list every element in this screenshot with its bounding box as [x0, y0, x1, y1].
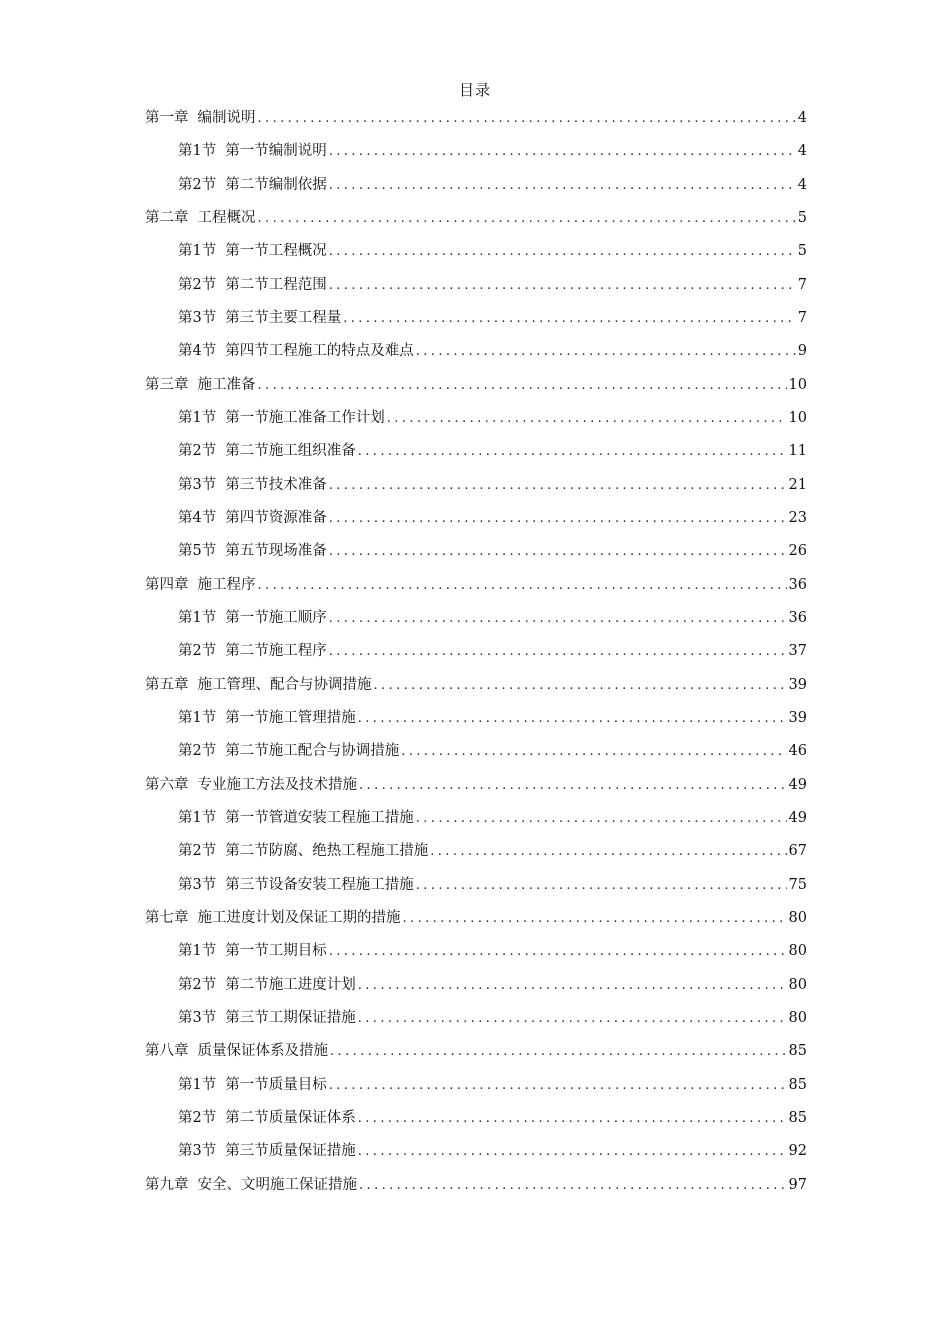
toc-dot-leader [416, 335, 796, 368]
toc-chapter-entry[interactable] [145, 769, 807, 802]
toc-entry-label [178, 869, 414, 902]
toc-entry-title: 第三节技术准备 [225, 476, 327, 493]
toc-entry-title: 质量保证体系及措施 [197, 1043, 328, 1060]
toc-page-number: 36 [788, 609, 807, 626]
toc-entry-title: 第一节编制说明 [225, 143, 327, 160]
toc-entry-title: 第一节施工准备工作计划 [225, 409, 385, 426]
toc-chapter-entry[interactable] [145, 902, 807, 935]
toc-entry-title: 安全、文明施工保证措施 [197, 1176, 357, 1193]
toc-page-number: 80 [788, 943, 807, 960]
toc-entry-number: 第七章 [145, 909, 189, 926]
toc-entry-label [178, 1002, 356, 1035]
toc-page-number: 21 [788, 476, 807, 493]
toc-entry-label [178, 702, 356, 735]
table-of-contents [145, 102, 807, 1202]
toc-entry-label [178, 1069, 327, 1102]
toc-page-number: 49 [788, 809, 807, 826]
toc-section-entry[interactable] [145, 469, 807, 502]
toc-section-entry[interactable] [145, 1135, 807, 1168]
toc-page-number: 97 [788, 1176, 807, 1193]
toc-dot-leader [358, 1135, 787, 1168]
toc-entry-title: 施工管理、配合与协调措施 [197, 676, 372, 693]
toc-entry-number: 第3节 [178, 1143, 217, 1160]
toc-page-number: 75 [788, 876, 807, 893]
toc-section-entry[interactable] [145, 702, 807, 735]
toc-page-number: 37 [788, 643, 807, 660]
toc-entry-number: 第四章 [145, 576, 189, 593]
toc-dot-leader [329, 469, 787, 502]
toc-chapter-entry[interactable] [145, 1169, 807, 1202]
toc-page-number: 80 [788, 909, 807, 926]
toc-section-entry[interactable] [145, 635, 807, 668]
toc-page-number: 4 [797, 143, 807, 160]
toc-entry-number: 第五章 [145, 676, 189, 693]
toc-dot-leader [359, 1169, 787, 1202]
toc-entry-label [145, 1035, 328, 1068]
toc-entry-title: 第二节防腐、绝热工程施工措施 [225, 843, 429, 860]
toc-entry-title: 第二节编制依据 [225, 176, 327, 193]
toc-entry-number: 第2节 [178, 843, 217, 860]
toc-entry-label [178, 835, 428, 868]
toc-entry-title: 编制说明 [197, 110, 256, 126]
toc-entry-title: 专业施工方法及技术措施 [197, 776, 357, 793]
toc-entry-number: 第1节 [178, 809, 217, 826]
toc-entry-label [178, 1135, 356, 1168]
toc-dot-leader [387, 402, 787, 435]
toc-entry-label [178, 635, 327, 668]
toc-page-number: 80 [788, 976, 807, 993]
toc-page-number: 9 [797, 343, 807, 360]
toc-section-entry[interactable] [145, 235, 807, 268]
toc-entry-label [178, 302, 341, 335]
toc-entry-title: 第一节施工管理措施 [225, 709, 356, 726]
toc-section-entry[interactable] [145, 502, 807, 535]
toc-entry-title: 第一节施工顺序 [225, 609, 327, 626]
toc-entry-number: 第2节 [178, 743, 217, 760]
toc-section-entry[interactable] [145, 935, 807, 968]
toc-entry-number: 第2节 [178, 276, 217, 293]
toc-page-number: 85 [788, 1043, 807, 1060]
toc-entry-title: 第二节施工进度计划 [225, 976, 356, 993]
toc-entry-number: 第1节 [178, 243, 217, 260]
toc-entry-label [145, 1169, 357, 1202]
toc-section-entry[interactable] [145, 302, 807, 335]
toc-page-number: 85 [788, 1109, 807, 1126]
toc-section-entry[interactable] [145, 402, 807, 435]
toc-entry-label [145, 902, 401, 935]
toc-page-number: 85 [788, 1076, 807, 1093]
toc-page-number: 4 [797, 110, 807, 126]
toc-entry-label [178, 135, 327, 168]
toc-page-number: 49 [788, 776, 807, 793]
toc-section-entry[interactable] [145, 435, 807, 468]
toc-page-number: 4 [797, 176, 807, 193]
toc-entry-number: 第1节 [178, 409, 217, 426]
toc-dot-leader [329, 502, 787, 535]
toc-section-entry[interactable] [145, 135, 807, 168]
toc-entry-number: 第2节 [178, 176, 217, 193]
toc-page-number: 39 [788, 676, 807, 693]
toc-entry-number: 第5节 [178, 543, 217, 560]
toc-section-entry[interactable] [145, 169, 807, 202]
toc-dot-leader [403, 902, 787, 935]
toc-entry-label [178, 969, 356, 1002]
toc-page-number: 11 [788, 443, 807, 460]
toc-dot-leader [416, 802, 787, 835]
toc-page-number: 7 [797, 276, 807, 293]
toc-dot-leader [358, 969, 787, 1002]
toc-chapter-entry[interactable] [145, 369, 807, 402]
toc-entry-number: 第1节 [178, 143, 217, 160]
toc-section-entry[interactable] [145, 735, 807, 768]
toc-entry-label [145, 769, 357, 802]
toc-section-entry[interactable] [145, 1102, 807, 1135]
toc-section-entry[interactable] [145, 869, 807, 902]
toc-entry-label [178, 802, 414, 835]
toc-page-number: 5 [797, 243, 807, 260]
toc-page-number: 5 [797, 209, 807, 226]
toc-entry-number: 第3节 [178, 1009, 217, 1026]
toc-dot-leader [374, 669, 787, 702]
toc-entry-title: 第一节质量目标 [225, 1076, 327, 1093]
toc-section-entry[interactable] [145, 835, 807, 868]
toc-page-number: 23 [788, 509, 807, 526]
toc-dot-leader [358, 435, 787, 468]
toc-entry-label [178, 235, 327, 268]
toc-chapter-entry[interactable] [145, 102, 807, 135]
toc-entry-title: 第三节工期保证措施 [225, 1009, 356, 1026]
toc-page-number: 80 [788, 1009, 807, 1026]
toc-entry-number: 第3节 [178, 309, 217, 326]
toc-page-number: 92 [788, 1143, 807, 1160]
toc-chapter-entry[interactable] [145, 569, 807, 602]
toc-entry-title: 第二节施工组织准备 [225, 443, 356, 460]
toc-section-entry[interactable] [145, 1002, 807, 1035]
toc-entry-number: 第六章 [145, 776, 189, 793]
toc-entry-label [145, 369, 256, 402]
toc-page-number: 67 [788, 843, 807, 860]
toc-entry-label [178, 435, 356, 468]
toc-entry-number: 第3节 [178, 876, 217, 893]
toc-dot-leader [329, 635, 787, 668]
toc-section-entry[interactable] [145, 969, 807, 1002]
toc-entry-number: 第1节 [178, 1076, 217, 1093]
toc-entry-title: 施工进度计划及保证工期的措施 [197, 909, 401, 926]
toc-entry-title: 第一节管道安装工程施工措施 [225, 809, 414, 826]
toc-entry-number: 第1节 [178, 709, 217, 726]
toc-page-number: 26 [788, 543, 807, 560]
toc-entry-title: 第二节工程范围 [225, 276, 327, 293]
toc-section-entry[interactable] [145, 1069, 807, 1102]
toc-dot-leader [258, 202, 796, 235]
toc-dot-leader [358, 1102, 787, 1135]
toc-entry-label [178, 602, 327, 635]
toc-dot-leader [329, 535, 787, 568]
toc-entry-title: 第一节工期目标 [225, 943, 327, 960]
toc-dot-leader [359, 769, 787, 802]
toc-entry-title: 第五节现场准备 [225, 543, 327, 560]
toc-entry-label [178, 169, 327, 202]
toc-entry-number: 第1节 [178, 943, 217, 960]
toc-entry-title: 第四节资源准备 [225, 509, 327, 526]
toc-entry-label [178, 735, 399, 768]
toc-dot-leader [330, 1035, 787, 1068]
toc-entry-label [178, 502, 327, 535]
toc-dot-leader [258, 369, 787, 402]
toc-title: 目录 [458, 81, 491, 99]
toc-entry-number: 第2节 [178, 643, 217, 660]
toc-entry-label [145, 102, 256, 135]
toc-dot-leader [343, 302, 796, 335]
toc-entry-title: 工程概况 [197, 209, 256, 226]
toc-entry-number: 第八章 [145, 1043, 189, 1060]
toc-chapter-entry[interactable] [145, 202, 807, 235]
toc-section-entry[interactable] [145, 269, 807, 302]
toc-dot-leader [258, 102, 796, 135]
toc-page-number: 39 [788, 709, 807, 726]
toc-dot-leader [329, 935, 787, 968]
toc-entry-label [178, 1102, 356, 1135]
toc-dot-leader [329, 269, 796, 302]
toc-page-number: 46 [788, 743, 807, 760]
toc-entry-title: 施工准备 [197, 376, 256, 393]
toc-entry-number: 第2节 [178, 443, 217, 460]
toc-entry-title: 第二节质量保证体系 [225, 1109, 356, 1126]
toc-chapter-entry[interactable] [145, 669, 807, 702]
toc-entry-number: 第4节 [178, 509, 217, 526]
toc-entry-number: 第二章 [145, 209, 189, 226]
toc-entry-title: 施工程序 [197, 576, 256, 593]
toc-entry-title: 第一节工程概况 [225, 243, 327, 260]
toc-page-number: 7 [797, 309, 807, 326]
toc-entry-title: 第二节施工程序 [225, 643, 327, 660]
toc-entry-number: 第一章 [145, 110, 189, 126]
toc-chapter-entry[interactable] [145, 1035, 807, 1068]
toc-entry-label [145, 669, 372, 702]
toc-dot-leader [430, 835, 786, 868]
toc-entry-number: 第三章 [145, 376, 189, 393]
toc-dot-leader [358, 1002, 787, 1035]
toc-dot-leader [329, 602, 787, 635]
toc-section-entry[interactable] [145, 335, 807, 368]
toc-entry-label [145, 569, 256, 602]
toc-section-entry[interactable] [145, 535, 807, 568]
toc-entry-number: 第3节 [178, 476, 217, 493]
toc-dot-leader [329, 1069, 787, 1102]
toc-entry-label [178, 335, 414, 368]
toc-dot-leader [358, 702, 787, 735]
toc-dot-leader [329, 169, 796, 202]
toc-entry-label [178, 469, 327, 502]
toc-entry-label [178, 402, 385, 435]
toc-entry-number: 第2节 [178, 1109, 217, 1126]
toc-dot-leader [401, 735, 786, 768]
toc-dot-leader [329, 235, 796, 268]
toc-dot-leader [416, 869, 787, 902]
toc-dot-leader [258, 569, 787, 602]
toc-page-number: 10 [788, 409, 807, 426]
toc-entry-title: 第三节设备安装工程施工措施 [225, 876, 414, 893]
toc-entry-label [145, 202, 256, 235]
toc-entry-number: 第2节 [178, 976, 217, 993]
toc-dot-leader [329, 135, 796, 168]
toc-entry-number: 第4节 [178, 343, 217, 360]
toc-page-number: 10 [788, 376, 807, 393]
toc-entry-label [178, 535, 327, 568]
toc-entry-number: 第1节 [178, 609, 217, 626]
toc-section-entry[interactable] [145, 602, 807, 635]
toc-entry-title: 第四节工程施工的特点及难点 [225, 343, 414, 360]
toc-entry-title: 第三节质量保证措施 [225, 1143, 356, 1160]
toc-entry-title: 第二节施工配合与协调措施 [225, 743, 400, 760]
toc-entry-label [178, 269, 327, 302]
toc-entry-number: 第九章 [145, 1176, 189, 1193]
toc-entry-label [178, 935, 327, 968]
toc-page-number: 36 [788, 576, 807, 593]
toc-section-entry[interactable] [145, 802, 807, 835]
toc-entry-title: 第三节主要工程量 [225, 309, 342, 326]
